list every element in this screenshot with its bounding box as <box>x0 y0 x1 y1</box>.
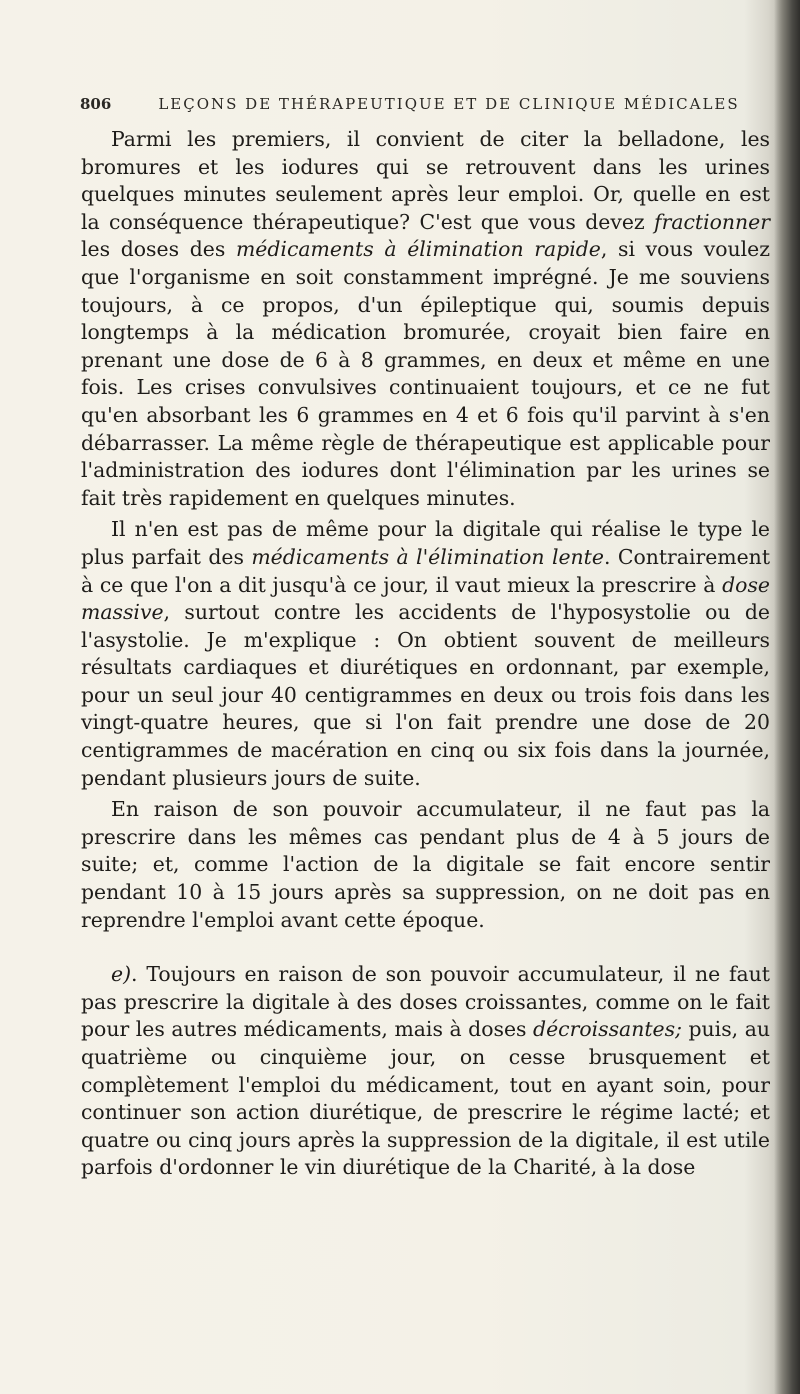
running-title: LEÇONS DE THÉRAPEUTIQUE ET DE CLINIQUE MÉDICALES <box>158 95 740 113</box>
paragraph-3-text: En raison de son pouvoir accumulateur, il ne faut pas la prescrire dans les mêmes cas pendant plus de 4 à 5 jours de suite; et, comme l'action de la digitale se fait encore sentir pendant 10 à 15 jours après sa suppression, on ne doit pas en reprendre l'emploi avant cette époque. <box>81 797 770 932</box>
paragraph-4-text-b: puis, au quatrième ou cinquième jour, on cesse brusquement et complètement l'emploi du médicament, tout en ayant soin, pour continuer son action diurétique, de prescrire le régime lacté; et quatre ou cinq jours après la suppression de la digitale, il est utile parfois d'ordonner le vin diurétique de la Charité, à la dose <box>81 1017 770 1180</box>
paragraph-1-text-c: , si vous voulez que l'organisme en soit constamment imprégné. Je me souviens toujours, à ce propos, d'un épileptique qui, soumis depuis longtemps à la médication bromurée, croyait bien faire en prenant une dose de 6 à 8 grammes, en deux et même en une fois. Les crises convulsives continuaient toujours, et ce ne fut qu'en absorbant les 6 grammes en 4 et 6 fois qu'il parvint à s'en débarrasser. La même règle de thérapeutique est applicable pour l'administration des iodures dont l'élimination par les urines se fait très rapidement en quelques minutes. <box>81 237 770 510</box>
paragraph-2-text-b: . Contrairement à ce que l'on a dit jusqu'à ce jour, il vaut mieux la prescrire à <box>81 544 771 597</box>
paragraph-4-emphasis-a: décroissantes; <box>533 1017 682 1042</box>
body-text <box>81 126 770 1182</box>
page-number: 806 <box>80 95 112 113</box>
paragraph-2 <box>81 516 770 792</box>
paragraph-1-text-b: les doses des <box>81 237 236 262</box>
paragraph-2-text-c: , surtout contre les accidents de l'hyposystolie ou de l'asystolie. Je m'explique : On obtient souvent de meilleurs résultats cardiaques et diurétiques en ordonnant, par exemple, pour un seul jour 40 centigrammes en deux ou trois fois dans les vingt-quatre heures, que si l'on fait prendre une dose de 20 centigrammes de macération en cinq ou six fois dans la journée, pendant plusieurs jours de suite. <box>81 600 770 790</box>
page-edge-shadow <box>774 0 800 1394</box>
paragraph-4-text-a: . Toujours en raison de son pouvoir accumulateur, il ne faut pas prescrire la digitale à des doses croissantes, comme on le fait pour les autres médicaments, mais à doses <box>81 962 770 1042</box>
paragraph-2-emphasis-a: médicaments à l'élimination lente <box>251 544 604 569</box>
paragraph-1-text-a: Parmi les premiers, il convient de citer la belladone, les bromures et les iodures qui se retrouvent dans les urines quelques minutes seulement après leur emploi. Or, quelle en est la conséquence thérapeutique? C'est que vous devez <box>81 127 770 234</box>
paragraph-1-emphasis-a: fractionner <box>654 209 770 234</box>
paragraph-3 <box>81 796 770 934</box>
running-header <box>80 95 770 125</box>
paragraph-2-text-a: Il n'en est pas de même pour la digitale qui réalise le type le plus parfait des <box>81 517 770 569</box>
paragraph-2-emphasis-b: dose massive <box>81 572 770 625</box>
paragraph-1 <box>81 126 770 512</box>
paragraph-4-label: e) <box>111 962 132 987</box>
paragraph-4 <box>81 961 770 1182</box>
paragraph-1-emphasis-b: médicaments à élimination rapide <box>235 237 601 262</box>
